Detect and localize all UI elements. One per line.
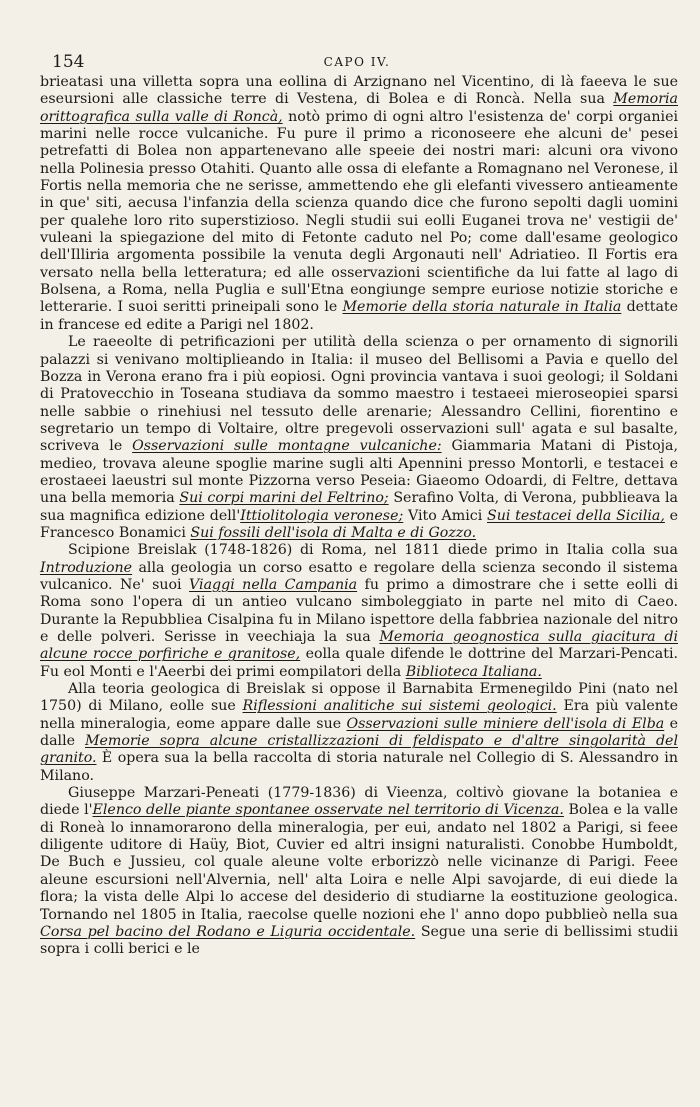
text-run: e dalle bbox=[40, 715, 678, 750]
italic-title: Sui corpi marini del Feltrino; bbox=[179, 490, 389, 507]
text-run: Serafino Volta, di Verona, pubblieava la sua magnifica edizione dell' bbox=[40, 490, 678, 524]
text-run: Giuseppe Marzari-Peneati (1779-1836) di Vieenza, coltivò giovane la botaniea e diede l' bbox=[40, 785, 678, 819]
page-header bbox=[40, 52, 674, 74]
italic-title: Biblioteca Italiana. bbox=[405, 663, 542, 680]
text-run: alla geologia un corso esatto e regolare della scienza secondo il sistema vulcanico. Ne' suoi bbox=[40, 559, 678, 593]
paragraph bbox=[40, 681, 678, 785]
text-run: Le raeeolte di petrificazioni per utilità della scienza o per ornamento di signorili palazzi si venivano moltiplieando in Italia: il museo del Bellisomi a Pavia e quello del Bozza in Verona erano fra i più eopiosi. Ogni provincia vantava i suoi geologi; il Soldani di Pratovecchio in Toseana studiava da sommo maestro i testaeei mieroseopiei sparsi nelle sabbie o rinehiusi nel tessuto delle arenarie; Alessandro Cellini, fiorentino e segretario un tempo di Voltaire, oltre pregevoli osservazioni sull' agata e sul basalte, scriveva le bbox=[40, 334, 678, 455]
italic-title: Memoria geognostica sulla giacitura di alcune rocce porfiriche e granitose, bbox=[40, 629, 678, 663]
page-number: 154 bbox=[52, 52, 85, 72]
italic-title: Memorie della storia naturale in Italia bbox=[342, 299, 622, 316]
italic-title: Memoria orittografica sulla valle di Roncà, bbox=[40, 91, 678, 125]
text-run: e Francesco Bonamici bbox=[40, 507, 679, 541]
italic-title: Osservazioni sulle miniere dell'isola di Elba bbox=[346, 715, 665, 732]
text-run: eolla quale difende le dottrine del Marzari-Pencati. Fu eol Monti e l'Aeerbi dei primi eompilatori della bbox=[40, 646, 678, 680]
text-run: notò primo di ogni altro l'esistenza de' corpi organiei marini nelle rocce vulcaniche. Fu pure il primo a riconoseere ehe alcuni de' pesei petrefatti di Bolea non appartenevano alle speeie dei nostri mari: alcuni ora vivono nella Polinesia presso Otahiti. Quanto alle ossa di elefante a Romagnano nel Veronese, il Fortis nella memoria che ne serisse, ammettendo ehe gli elefanti vivessero antieamente in que' siti, aecusa l'infanzia della scienza quando dice che furono sepolti dagli uomini per qualehe loro rito superstizioso. Negli studii sui eolli Euganei trova ne' vestigii de' vuleani la spiegazione del mito di Fetonte caduto nel Po; come dall'esame geologico dell'Illiria argomenta possibile la venuta degli Argonauti nell' Adriatieo. Il Fortis era versato nella bella letteratura; ed alle osservazioni scientifiche da lui fatte al lago di Bolsena, a Roma, nella Puglia e sull'Etna eongiunge sempre euriose notizie storiche e letterarie. I suoi seritti prineipali sono le bbox=[40, 108, 679, 316]
italic-title: Corsa pel bacino del Rodano e Liguria occidentale. bbox=[40, 923, 416, 940]
text-run: Giammaria Matani di Pistoja, medieo, trovava aleune spoglie marine sugli alti Apennini presso Montorli, e testacei e erostaeei laeustri sul monte Pizzorna verso Peseia: Giaeomo Odoardi, di Feltre, dettava una bella memoria bbox=[40, 438, 678, 507]
text-run: brieatasi una villetta sopra una eollina di Arzignano nel Vicentino, di là faeeva le sue eseursioni alle classiche terre di Vestena, di Bolea e di Roncà. Nella sua bbox=[40, 74, 678, 108]
text-run: È opera sua la bella raccolta di storia naturale nel Collegio di S. Alessandro in Milano. bbox=[40, 750, 678, 784]
text-run: dettate in francese ed edite a Parigi nel 1802. bbox=[40, 299, 679, 333]
text-run: Era più valente nella mineralogia, eome appare dalle sue bbox=[40, 698, 678, 732]
italic-title: Osservazioni sulle montagne vulcaniche: bbox=[132, 438, 442, 455]
text-run: Alla teoria geologica di Breislak si oppose il Barnabita Ermenegildo Pini (nato nel 1750) di Milano, eolle sue bbox=[40, 681, 678, 715]
italic-title: Viaggi nella Campania bbox=[189, 576, 358, 593]
text-run: Bolea e la valle di Roneà lo innamorarono della mineralogia, per eui, andato nel 1802 a Parigi, si feee diligente uditore di Haüy, Biot, Cuvier ed altri insigni naturalisti. Conobbe Humboldt, De Buch e Jussieu, col quale aleune volte erborizzò nelle vicinanze di Parigi. Feee aleune escursioni nell'Alvernia, nell' alta Loira e nelle Alpi savojarde, di eui diede la flora; la vista delle Alpi lo accese del desiderio di studiarne la eostituzione geologica. Tornando nel 1805 in Italia, raecolse quelle nozioni ehe l' anno dopo pubblieò nella sua bbox=[40, 802, 678, 923]
text-run: Vito Amici bbox=[403, 507, 488, 524]
paragraph bbox=[40, 785, 678, 958]
italic-title: Sui testacei della Sicilia, bbox=[487, 507, 665, 524]
italic-title: Introduzione bbox=[40, 559, 133, 576]
italic-title: Memorie sopra alcune cristallizzazioni di feldispato e d'altre singolarità del granito. bbox=[40, 733, 678, 767]
running-head: CAPO IV. bbox=[323, 55, 391, 69]
text-run: Segue una serie di bellissimi studii sopra i colli berici e le bbox=[40, 923, 678, 958]
italic-title: Ittiolitologia veronese; bbox=[240, 507, 404, 524]
italic-title: Elenco delle piante spontanee osservate nel territorio di Vicenza. bbox=[92, 802, 564, 819]
paragraph bbox=[40, 334, 678, 542]
page-body bbox=[40, 74, 678, 959]
paragraph bbox=[40, 542, 678, 681]
text-run: fu primo a dimostrare che i sette eolli di Roma sono l'opera di un antieo vulcano simboleggiato in parte nel mito di Caeo. Durante la Repubbliea Cisalpina fu in Milano ispettore della fabbriea nazionale del nitro e delle polveri. Serisse in veechiaja la sua bbox=[40, 576, 678, 645]
italic-title: Sui fossili dell'isola di Malta e di Gozzo. bbox=[190, 524, 477, 541]
italic-title: Riflessioni analitiche sui sistemi geologici. bbox=[242, 698, 557, 715]
paragraph bbox=[40, 74, 678, 334]
text-run: Scipione Breislak (1748-1826) di Roma, nel 1811 diede primo in Italia colla sua bbox=[68, 542, 678, 559]
